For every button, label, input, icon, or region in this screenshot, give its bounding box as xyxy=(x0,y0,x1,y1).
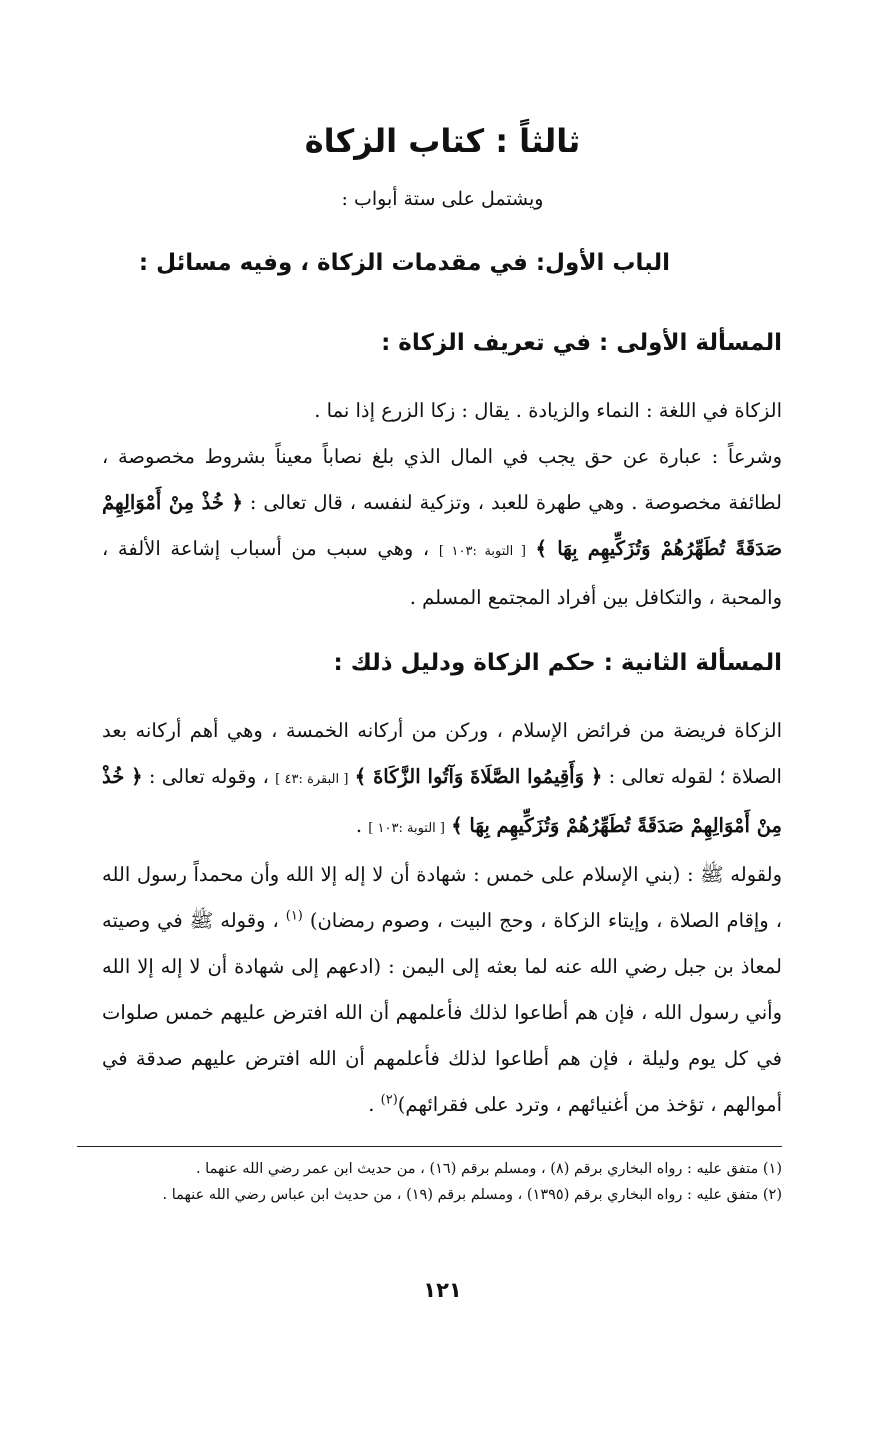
verse-reference: [ التوبة :١٠٣ ] xyxy=(368,821,445,836)
hadith-text: ولقوله ﷺ : (بني الإسلام على خمس : شهادة أن لا إله إلا الله وأن محمداً رسول الله ، وإقام الصلاة ، وإيتاء الزكاة ، وحج البيت ، وصوم رمضان) xyxy=(102,863,783,932)
book-subtitle: ويشتمل على ستة أبواب : xyxy=(341,188,544,210)
definition-paragraph xyxy=(102,388,782,621)
legal-definition-text: وشرعاً : عبارة عن حق يجب في المال الذي بلغ نصاباً معيناً بشروط مخصوصة ، لطائفة مخصوصة . وهي طهرة للعبد ، وتزكية لنفسه ، قال تعالى : xyxy=(102,445,782,514)
verse-reference: [ التوبة :١٠٣ ] xyxy=(438,544,526,559)
page-number: ١٢١ xyxy=(423,1278,462,1302)
chapter-heading: الباب الأول: في مقدمات الزكاة ، وفيه مسائل : xyxy=(138,250,670,276)
footnote-2: (٢) متفق عليه : رواه البخاري برقم (١٣٩٥) ، ومسلم برقم (١٩) ، من حديث ابن عباس رضي الله عنهما . xyxy=(162,1187,782,1203)
footnote-divider xyxy=(77,1146,782,1147)
section-heading-definition: المسألة الأولى : في تعريف الزكاة : xyxy=(381,330,782,356)
quran-verse: ﴿ خُذْ مِنْ أَمْوَالِهِمْ صَدَقَةً تُطَهِّرُهُمْ وَتُزَكِّيهِم بِهَا ﴾ xyxy=(102,491,782,560)
footnotes xyxy=(77,1156,782,1208)
legal-definition-text-end: ، وهي سبب من أسباب إشاعة الألفة ، والمحبة ، والتكافل بين أفراد المجتمع المسلم . xyxy=(102,537,782,609)
ruling-paragraph xyxy=(102,708,782,1128)
quran-verse: ﴿ وَأَقِيمُوا الصَّلَاةَ وَآتُوا الزَّكَاةَ ﴾ xyxy=(354,765,603,788)
verse-reference: [ البقرة :٤٣ ] xyxy=(275,772,349,787)
ruling-text: ، وقوله تعالى : xyxy=(142,765,276,788)
footnote-marker-1: (١) xyxy=(285,908,303,924)
hadith-text-end: . xyxy=(368,1093,381,1116)
section-heading-ruling: المسألة الثانية : حكم الزكاة ودليل ذلك : xyxy=(333,650,782,676)
language-definition: الزكاة في اللغة : النماء والزيادة . يقال : زكا الزرع إذا نما . xyxy=(314,399,782,422)
ruling-text: الزكاة فريضة من فرائض الإسلام ، وركن من أركانه الخمسة ، وهي أهم أركانه بعد الصلاة ؛ لقوله تعالى : xyxy=(102,719,782,788)
hadith-text: ، وقوله ﷺ في وصيته لمعاذ بن جبل رضي الله عنه لما بعثه إلى اليمن : (ادعهم إلى شهادة أن لا إله إلا الله وأني رسول الله ، فإن هم أطاعوا لذلك فأعلمهم أن الله افترض عليهم خمس صلوات في كل يوم وليلة ، فإن هم أطاعوا لذلك فأعلمهم أن الله افترض عليهم صدقة في أموالهم ، تؤخذ من أغنيائهم ، وترد على فقرائهم) xyxy=(102,909,782,1116)
ruling-text: . xyxy=(355,814,369,837)
quran-verse: ﴿ خُذْ مِنْ أَمْوَالِهِمْ صَدَقَةً تُطَهِّرُهُمْ وَتُزَكِّيهِم بِهَا ﴾ xyxy=(102,765,782,837)
footnote-marker-2: (٢) xyxy=(380,1092,398,1108)
footnote-1: (١) متفق عليه : رواه البخاري برقم (٨) ، ومسلم برقم (١٦) ، من حديث ابن عمر رضي الله عنهما . xyxy=(195,1161,782,1177)
book-title: ثالثاً : كتاب الزكاة xyxy=(304,122,581,160)
